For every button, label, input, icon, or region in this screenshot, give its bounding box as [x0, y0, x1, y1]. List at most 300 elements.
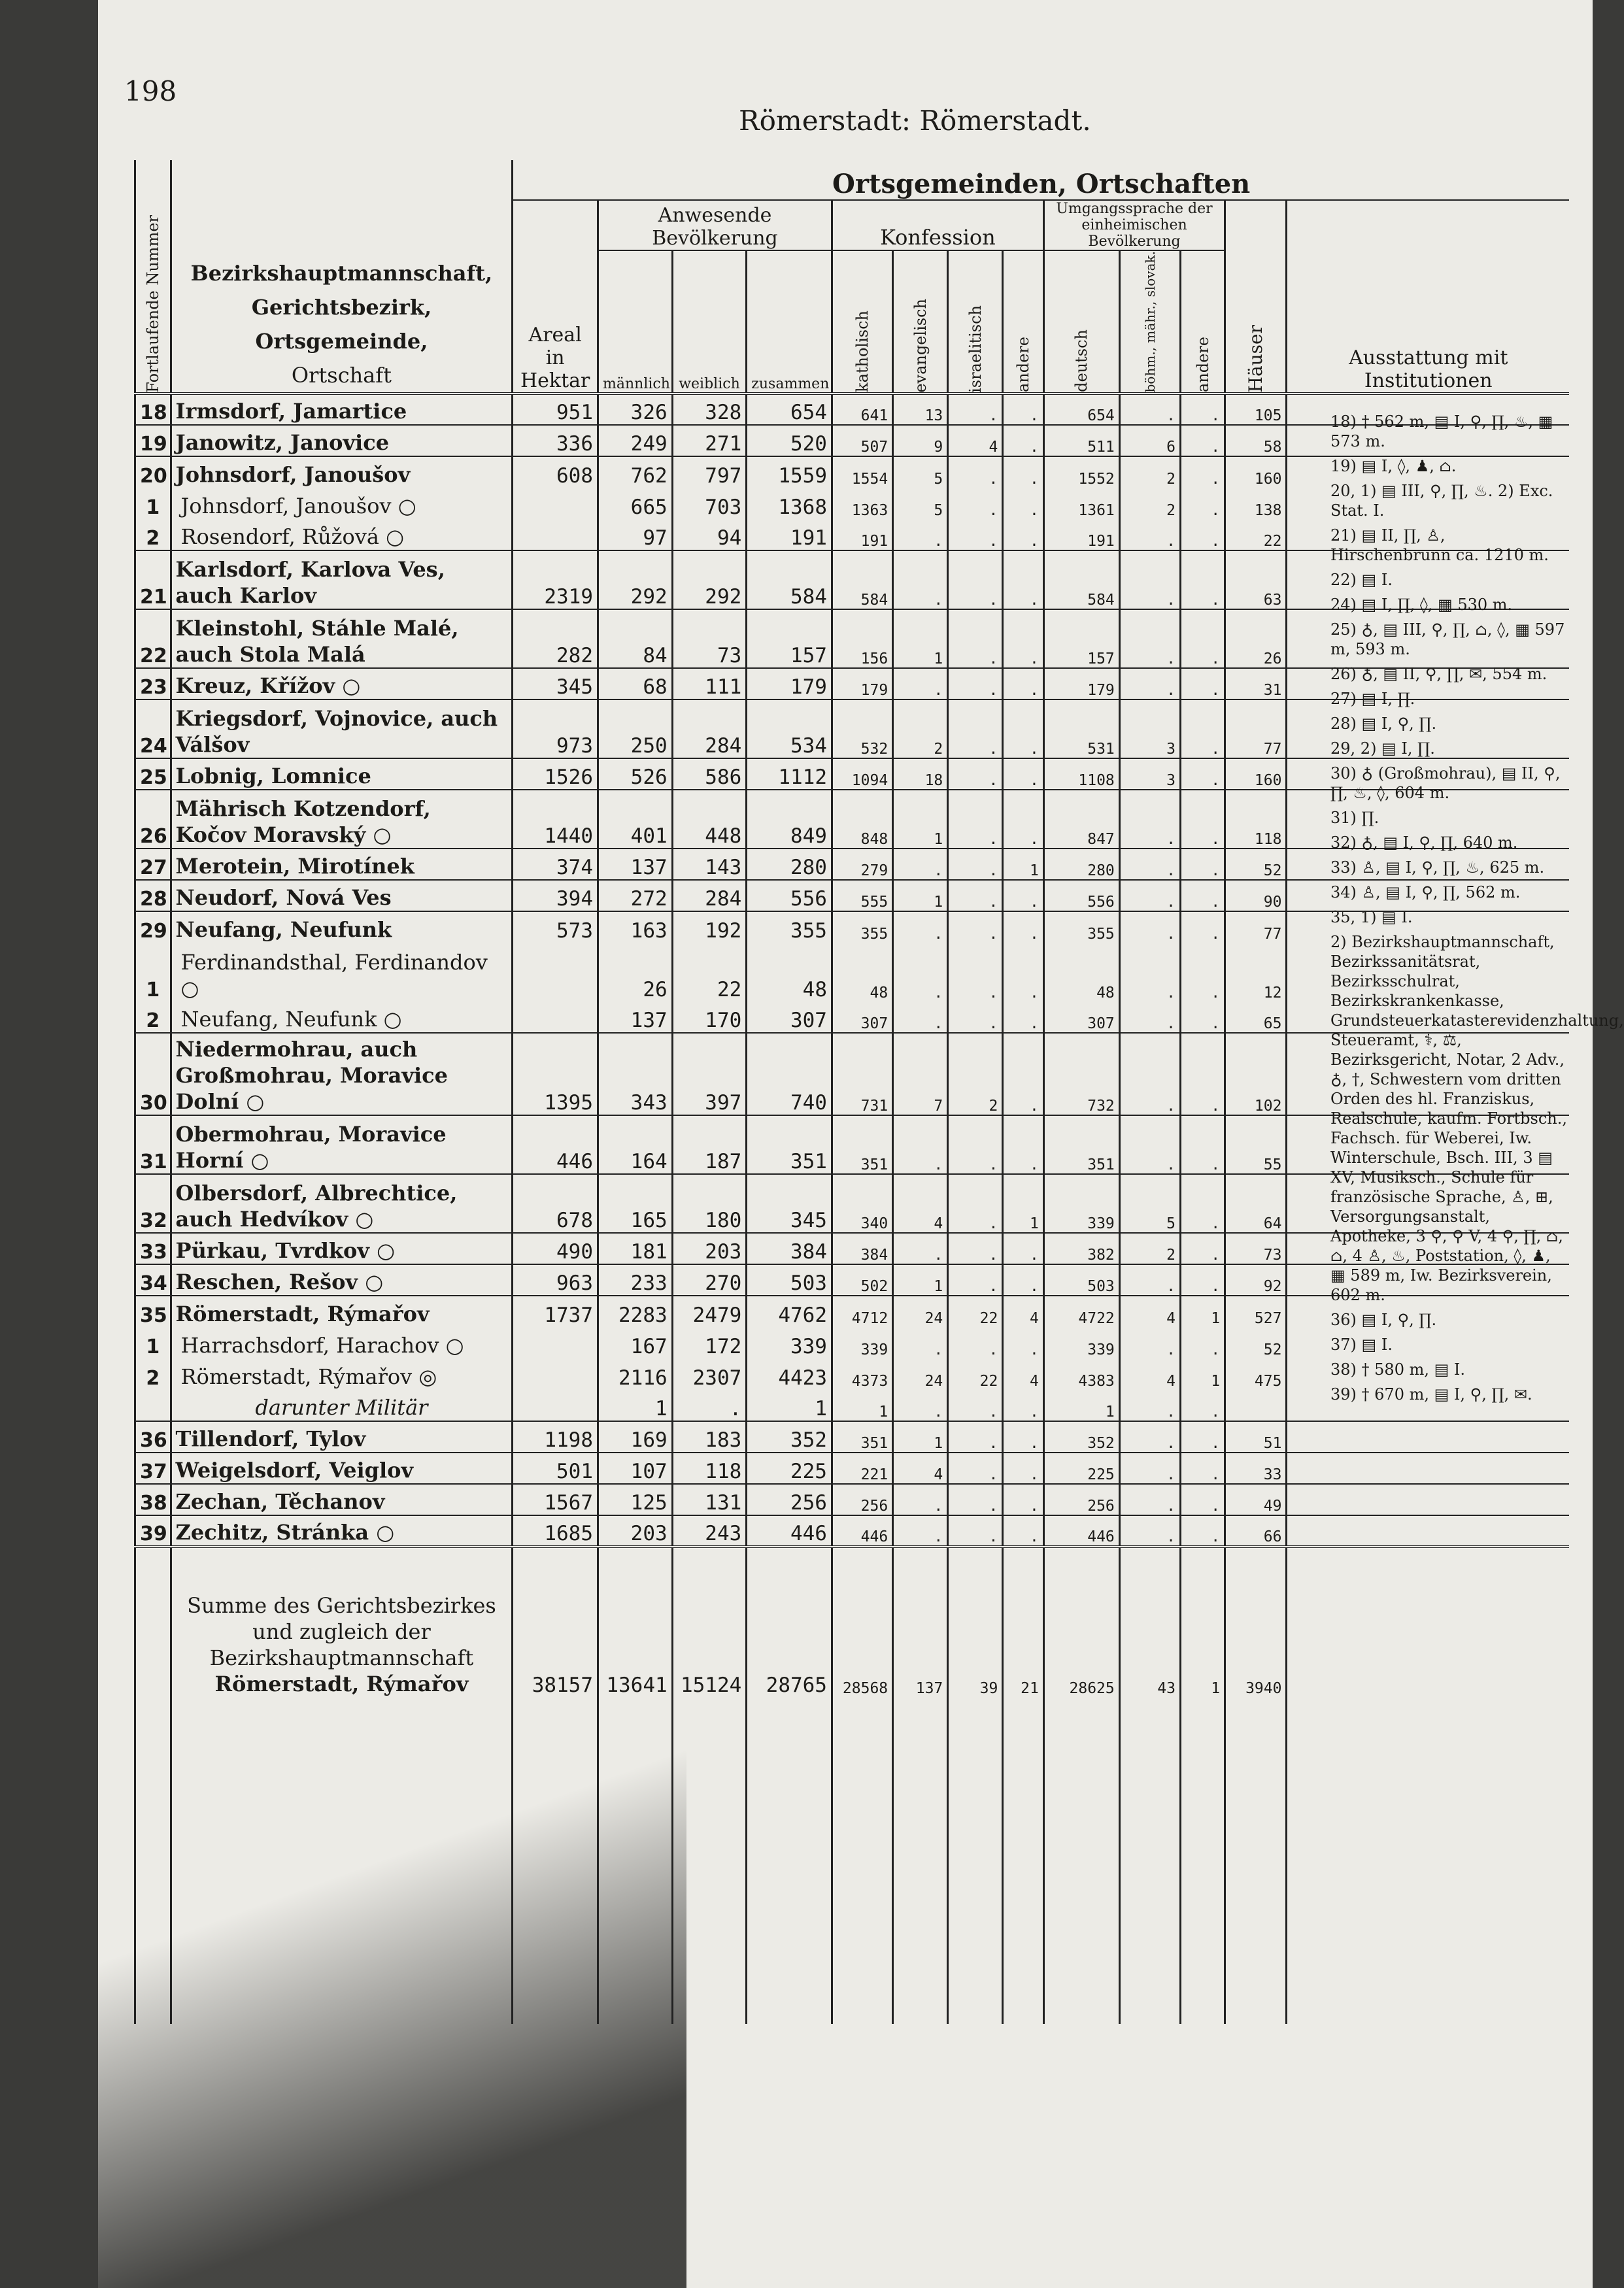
cell-m: 1 [598, 1390, 673, 1421]
cell-kath: 221 [832, 1453, 892, 1484]
cell-areal: 573 [513, 911, 598, 943]
cell-z: 1 [747, 1390, 832, 1421]
cell-de: 654 [1043, 394, 1119, 425]
cell-w: . [672, 1390, 747, 1421]
cell-and: . [1003, 668, 1044, 699]
cell-w: 284 [672, 880, 747, 911]
cell-w: 284 [672, 699, 747, 758]
cell-and: . [1003, 911, 1044, 943]
cell-ev: . [893, 849, 948, 880]
cell-cz: . [1119, 1264, 1180, 1296]
empty-cell [598, 1697, 673, 2024]
cell-ev: . [893, 911, 948, 943]
cell-ev: . [893, 1515, 948, 1547]
place-name: Johnsdorf, Janoušov ○ [171, 488, 513, 519]
cell-de: 1361 [1043, 488, 1119, 519]
cell-de: 382 [1043, 1233, 1119, 1264]
cell-h: 160 [1225, 456, 1287, 488]
cell-cz: . [1119, 911, 1180, 943]
cell-areal: 678 [513, 1174, 598, 1233]
place-name: darunter Militär [171, 1390, 513, 1421]
cell-w: 448 [672, 790, 747, 849]
cell-kath: 1094 [832, 758, 892, 790]
row-number: 36 [135, 1421, 171, 1453]
cell-ev: . [893, 1115, 948, 1174]
cell-m: 2283 [598, 1296, 673, 1327]
cell-kath: 1554 [832, 456, 892, 488]
cell-isr: . [948, 849, 1003, 880]
cell-kath: 731 [832, 1033, 892, 1115]
cell-ev: 2 [893, 699, 948, 758]
cell-kath: 507 [832, 425, 892, 456]
cell-z: 307 [747, 1001, 832, 1033]
cell-de: 256 [1043, 1484, 1119, 1515]
cell-cz: . [1119, 1001, 1180, 1033]
cell-so: . [1180, 1264, 1225, 1296]
cell-w: 270 [672, 1264, 747, 1296]
cell-ausstattung [1287, 1515, 1569, 1547]
cell-and: . [1003, 550, 1044, 609]
cell-m: 250 [598, 699, 673, 758]
cell-areal [513, 1327, 598, 1358]
cell-de: 1108 [1043, 758, 1119, 790]
place-name: Harrachsdorf, Harachov ○ [171, 1327, 513, 1358]
cell-cz: . [1119, 1421, 1180, 1453]
empty-cell [672, 1697, 747, 2024]
cell-so: . [1180, 790, 1225, 849]
col-boehm-header: böhm., mähr., slovak. [1142, 251, 1158, 393]
cell-z: 446 [747, 1515, 832, 1547]
row-number: 38 [135, 1484, 171, 1515]
cell-areal: 1685 [513, 1515, 598, 1547]
cell-m: 26 [598, 943, 673, 1001]
institution-note: 26) ♁, ▤ II, ⚲, ∏, ✉, 554 m. [1330, 665, 1548, 683]
place-name: Weigelsdorf, Veiglov [171, 1453, 513, 1484]
cell-and: . [1003, 790, 1044, 849]
cell-so: . [1180, 1174, 1225, 1233]
cell-w: 292 [672, 550, 747, 609]
cell-so: . [1180, 488, 1225, 519]
page-number: 198 [124, 75, 177, 107]
cell-isr: 4 [948, 425, 1003, 456]
cell-de: 179 [1043, 668, 1119, 699]
cell-z: 191 [747, 519, 832, 550]
cell-w: 143 [672, 849, 747, 880]
row-number: 35 [135, 1296, 171, 1327]
cell-so: . [1180, 758, 1225, 790]
cell-areal: 394 [513, 880, 598, 911]
cell-h: 160 [1225, 758, 1287, 790]
cell-kath: 1 [832, 1390, 892, 1421]
cell-areal [513, 488, 598, 519]
cell-h: 52 [1225, 849, 1287, 880]
institution-note: 19) ▤ I, ◊, ♟, ⌂. [1330, 457, 1457, 475]
cell-z: 179 [747, 668, 832, 699]
institution-note: 24) ▤ I, ∏, ◊, ▦ 530 m. [1330, 596, 1513, 614]
institution-note: 27) ▤ I, ∏. [1330, 690, 1415, 708]
institution-note: 31) ∏. [1330, 809, 1379, 827]
cell-cz: 2 [1119, 488, 1180, 519]
cell-z: 48 [747, 943, 832, 1001]
institution-note: 18) † 562 m, ▤ I, ⚲, ∏, ♨, ▦ 573 m. [1330, 412, 1553, 450]
cell-kath: 502 [832, 1264, 892, 1296]
cell-z: 520 [747, 425, 832, 456]
cell-de: 446 [1043, 1515, 1119, 1547]
total-ev: 137 [893, 1547, 948, 1697]
cell-and: . [1003, 425, 1044, 456]
total-w: 15124 [672, 1547, 747, 1697]
cell-w: 180 [672, 1174, 747, 1233]
table-row [135, 1484, 1570, 1515]
row-number: 26 [135, 790, 171, 849]
cell-kath: 191 [832, 519, 892, 550]
cell-isr: . [948, 1174, 1003, 1233]
place-name: Reschen, Rešov ○ [171, 1264, 513, 1296]
total-areal: 38157 [513, 1547, 598, 1697]
cell-h [1225, 1390, 1287, 1421]
cell-cz: . [1119, 1515, 1180, 1547]
cell-h: 55 [1225, 1115, 1287, 1174]
cell-cz: 2 [1119, 456, 1180, 488]
cell-m: 326 [598, 394, 673, 425]
empty-cell [1119, 1697, 1180, 2024]
cell-z: 345 [747, 1174, 832, 1233]
cell-z: 1112 [747, 758, 832, 790]
cell-ev: 1 [893, 790, 948, 849]
cell-ev: 18 [893, 758, 948, 790]
cell-m: 97 [598, 519, 673, 550]
total-h: 3940 [1225, 1547, 1287, 1697]
cell-isr: . [948, 1001, 1003, 1033]
cell-areal: 973 [513, 699, 598, 758]
cell-so: . [1180, 699, 1225, 758]
cell-z: 339 [747, 1327, 832, 1358]
institution-note: 22) ▤ I. [1330, 571, 1393, 589]
place-name: Römerstadt, Rýmařov ◎ [171, 1358, 513, 1390]
cell-z: 351 [747, 1115, 832, 1174]
cell-isr: . [948, 1421, 1003, 1453]
row-number: 22 [135, 609, 171, 668]
cell-cz: . [1119, 849, 1180, 880]
cell-so: . [1180, 1001, 1225, 1033]
cell-cz: 3 [1119, 758, 1180, 790]
cell-m: 137 [598, 849, 673, 880]
institution-note: 39) † 670 m, ▤ I, ⚲, ∏, ✉. [1330, 1385, 1532, 1404]
cell-isr: . [948, 699, 1003, 758]
cell-h: 52 [1225, 1327, 1287, 1358]
cell-de: 511 [1043, 425, 1119, 456]
place-name: Kriegsdorf, Vojnovice, auch Válšov [171, 699, 513, 758]
place-name: Tillendorf, Tylov [171, 1421, 513, 1453]
cell-de: 351 [1043, 1115, 1119, 1174]
cell-de: 191 [1043, 519, 1119, 550]
cell-ausstattung [1287, 1484, 1569, 1515]
cell-so: 1 [1180, 1296, 1225, 1327]
cell-ev: . [893, 519, 948, 550]
place-name: Irmsdorf, Jamartice [171, 394, 513, 425]
cell-isr: . [948, 550, 1003, 609]
cell-m: 526 [598, 758, 673, 790]
total-row [135, 1547, 1570, 1697]
cell-areal: 2319 [513, 550, 598, 609]
empty-cell [171, 1697, 513, 2024]
cell-areal [513, 1358, 598, 1390]
cell-de: 339 [1043, 1327, 1119, 1358]
total-ausstattung [1287, 1547, 1569, 1697]
row-number: 2 [135, 1358, 171, 1390]
row-number: 32 [135, 1174, 171, 1233]
institution-note: 28) ▤ I, ⚲, ∏. [1330, 715, 1437, 733]
cell-areal: 282 [513, 609, 598, 668]
place-name: Karlsdorf, Karlova Ves, auch Karlov [171, 550, 513, 609]
cell-kath: 339 [832, 1327, 892, 1358]
cell-h: 138 [1225, 488, 1287, 519]
cell-areal: 374 [513, 849, 598, 880]
cell-isr: . [948, 790, 1003, 849]
cell-isr: . [948, 911, 1003, 943]
col-konf-group-header: Konfession [832, 200, 1043, 250]
row-number: 1 [135, 1327, 171, 1358]
cell-ev: . [893, 1390, 948, 1421]
cell-z: 849 [747, 790, 832, 849]
cell-isr: . [948, 1233, 1003, 1264]
row-number: 34 [135, 1264, 171, 1296]
cell-and: . [1003, 1233, 1044, 1264]
cell-so: . [1180, 911, 1225, 943]
cell-and: . [1003, 1421, 1044, 1453]
cell-cz: . [1119, 880, 1180, 911]
cell-cz: 5 [1119, 1174, 1180, 1233]
col-ausstattung-header: Ausstattung mit Institutionen [1287, 200, 1569, 394]
cell-de: 157 [1043, 609, 1119, 668]
cell-z: 584 [747, 550, 832, 609]
total-kath: 28568 [832, 1547, 892, 1697]
cell-h: 527 [1225, 1296, 1287, 1327]
cell-ev: . [893, 1327, 948, 1358]
cell-h: 22 [1225, 519, 1287, 550]
empty-cell [1287, 1697, 1569, 2024]
cell-so: . [1180, 880, 1225, 911]
cell-m: 233 [598, 1264, 673, 1296]
place-name: Obermohrau, Moravice Horní ○ [171, 1115, 513, 1174]
cell-so: . [1180, 1515, 1225, 1547]
cell-de: 4383 [1043, 1358, 1119, 1390]
total-so: 1 [1180, 1547, 1225, 1697]
cell-so: . [1180, 609, 1225, 668]
cell-isr: . [948, 1327, 1003, 1358]
cell-areal: 501 [513, 1453, 598, 1484]
cell-cz: 4 [1119, 1296, 1180, 1327]
institution-note: 38) † 580 m, ▤ I. [1330, 1360, 1466, 1379]
cell-h: 77 [1225, 699, 1287, 758]
cell-areal: 608 [513, 456, 598, 488]
cell-h: 65 [1225, 1001, 1287, 1033]
cell-kath: 340 [832, 1174, 892, 1233]
row-number: 20 [135, 456, 171, 488]
col-sprache-andere-header: andere [1193, 337, 1212, 393]
cell-isr: . [948, 1390, 1003, 1421]
cell-ev: 7 [893, 1033, 948, 1115]
cell-cz: . [1119, 668, 1180, 699]
institution-note: 37) ▤ I. [1330, 1336, 1393, 1354]
cell-h: 73 [1225, 1233, 1287, 1264]
cell-and: . [1003, 609, 1044, 668]
place-name: Neufang, Neufunk [171, 911, 513, 943]
row-number: 31 [135, 1115, 171, 1174]
cell-m: 249 [598, 425, 673, 456]
cell-areal [513, 519, 598, 550]
total-cz: 43 [1119, 1547, 1180, 1697]
table-row [135, 1453, 1570, 1484]
cell-cz: . [1119, 609, 1180, 668]
cell-w: 586 [672, 758, 747, 790]
cell-areal: 1737 [513, 1296, 598, 1327]
cell-h: 51 [1225, 1421, 1287, 1453]
cell-z: 556 [747, 880, 832, 911]
institution-note: 21) ▤ II, ∏, ♙, Hirschenbrunn ca. 1210 m. [1330, 526, 1549, 564]
cell-isr: 22 [948, 1358, 1003, 1390]
cell-kath: 179 [832, 668, 892, 699]
cell-ev: 5 [893, 456, 948, 488]
empty-cell [1180, 1697, 1225, 2024]
cell-m: 203 [598, 1515, 673, 1547]
cell-and: 1 [1003, 849, 1044, 880]
cell-cz: 6 [1119, 425, 1180, 456]
cell-areal: 1567 [513, 1484, 598, 1515]
cell-z: 384 [747, 1233, 832, 1264]
cell-areal: 963 [513, 1264, 598, 1296]
cell-areal: 446 [513, 1115, 598, 1174]
col-deutsch-header: deutsch [1072, 329, 1091, 393]
row-number: 19 [135, 425, 171, 456]
row-number: 30 [135, 1033, 171, 1115]
cell-isr: . [948, 1484, 1003, 1515]
cell-so: . [1180, 394, 1225, 425]
col-name-header: Bezirkshauptmannschaft, Gerichtsbezirk, Ortsgemeinde, Ortschaft [171, 160, 513, 394]
cell-and: . [1003, 880, 1044, 911]
cell-areal: 1198 [513, 1421, 598, 1453]
cell-z: 534 [747, 699, 832, 758]
cell-kath: 351 [832, 1115, 892, 1174]
cell-isr: . [948, 1453, 1003, 1484]
cell-cz: . [1119, 519, 1180, 550]
cell-w: 271 [672, 425, 747, 456]
cell-h: 77 [1225, 911, 1287, 943]
cell-areal: 951 [513, 394, 598, 425]
cell-z: 1559 [747, 456, 832, 488]
place-name: Lobnig, Lomnice [171, 758, 513, 790]
cell-kath: 355 [832, 911, 892, 943]
institution-note: 33) ♙, ▤ I, ⚲, ∏, ♨, 625 m. [1330, 858, 1545, 877]
total-z: 28765 [747, 1547, 832, 1697]
cell-m: 164 [598, 1115, 673, 1174]
cell-kath: 4373 [832, 1358, 892, 1390]
cell-so: . [1180, 1390, 1225, 1421]
filler-row [135, 1697, 1570, 2024]
cell-cz: . [1119, 550, 1180, 609]
row-number: 39 [135, 1515, 171, 1547]
cell-and: . [1003, 1390, 1044, 1421]
cell-z: 225 [747, 1453, 832, 1484]
cell-so: . [1180, 668, 1225, 699]
cell-m: 272 [598, 880, 673, 911]
cell-w: 170 [672, 1001, 747, 1033]
row-number [135, 1390, 171, 1421]
cell-w: 111 [672, 668, 747, 699]
cell-and: . [1003, 519, 1044, 550]
col-w-header: weiblich [672, 250, 747, 394]
place-name: Ferdinandsthal, Ferdinandov ○ [171, 943, 513, 1001]
col-kath-header: katholisch [853, 311, 872, 393]
institution-note: 35, 1) ▤ I. [1330, 908, 1413, 926]
cell-ev: . [893, 943, 948, 1001]
cell-kath: 384 [832, 1233, 892, 1264]
col-m-header: männlich [598, 250, 673, 394]
cell-h: 31 [1225, 668, 1287, 699]
cell-cz: . [1119, 394, 1180, 425]
cell-ev: 1 [893, 609, 948, 668]
cell-de: 584 [1043, 550, 1119, 609]
empty-cell [513, 1697, 598, 2024]
cell-cz: . [1119, 1453, 1180, 1484]
cell-de: 339 [1043, 1174, 1119, 1233]
cell-ev: 4 [893, 1174, 948, 1233]
empty-cell [135, 1697, 171, 2024]
place-name: Neufang, Neufunk ○ [171, 1001, 513, 1033]
cell-so: . [1180, 456, 1225, 488]
cell-cz: . [1119, 1484, 1180, 1515]
cell-areal [513, 943, 598, 1001]
total-number [135, 1547, 171, 1697]
cell-and: . [1003, 1115, 1044, 1174]
cell-ev: 1 [893, 1421, 948, 1453]
empty-cell [1003, 1697, 1044, 2024]
cell-and: . [1003, 488, 1044, 519]
cell-and: . [1003, 943, 1044, 1001]
cell-areal: 490 [513, 1233, 598, 1264]
cell-so: . [1180, 943, 1225, 1001]
cell-de: 307 [1043, 1001, 1119, 1033]
cell-cz: . [1119, 1033, 1180, 1115]
page-title: Römerstadt: Römerstadt. [739, 105, 1091, 137]
cell-areal: 345 [513, 668, 598, 699]
cell-w: 94 [672, 519, 747, 550]
cell-and: . [1003, 456, 1044, 488]
cell-z: 256 [747, 1484, 832, 1515]
cell-cz: 3 [1119, 699, 1180, 758]
cell-w: 2307 [672, 1358, 747, 1390]
row-number: 24 [135, 699, 171, 758]
institutions-column [1330, 412, 1624, 1409]
cell-m: 343 [598, 1033, 673, 1115]
cell-isr: . [948, 609, 1003, 668]
cell-isr: 22 [948, 1296, 1003, 1327]
cell-cz: . [1119, 1327, 1180, 1358]
total-and: 21 [1003, 1547, 1044, 1697]
cell-kath: 584 [832, 550, 892, 609]
cell-isr: . [948, 1264, 1003, 1296]
cell-areal: 336 [513, 425, 598, 456]
cell-m: 762 [598, 456, 673, 488]
cell-ev: . [893, 1484, 948, 1515]
cell-ev: . [893, 1001, 948, 1033]
place-name: Rosendorf, Růžová ○ [171, 519, 513, 550]
cell-w: 131 [672, 1484, 747, 1515]
col-haeuser-header: Häuser [1245, 324, 1267, 393]
cell-z: 157 [747, 609, 832, 668]
institution-note: 34) ♙, ▤ I, ⚲, ∏, 562 m. [1330, 883, 1521, 901]
cell-ev: 24 [893, 1296, 948, 1327]
